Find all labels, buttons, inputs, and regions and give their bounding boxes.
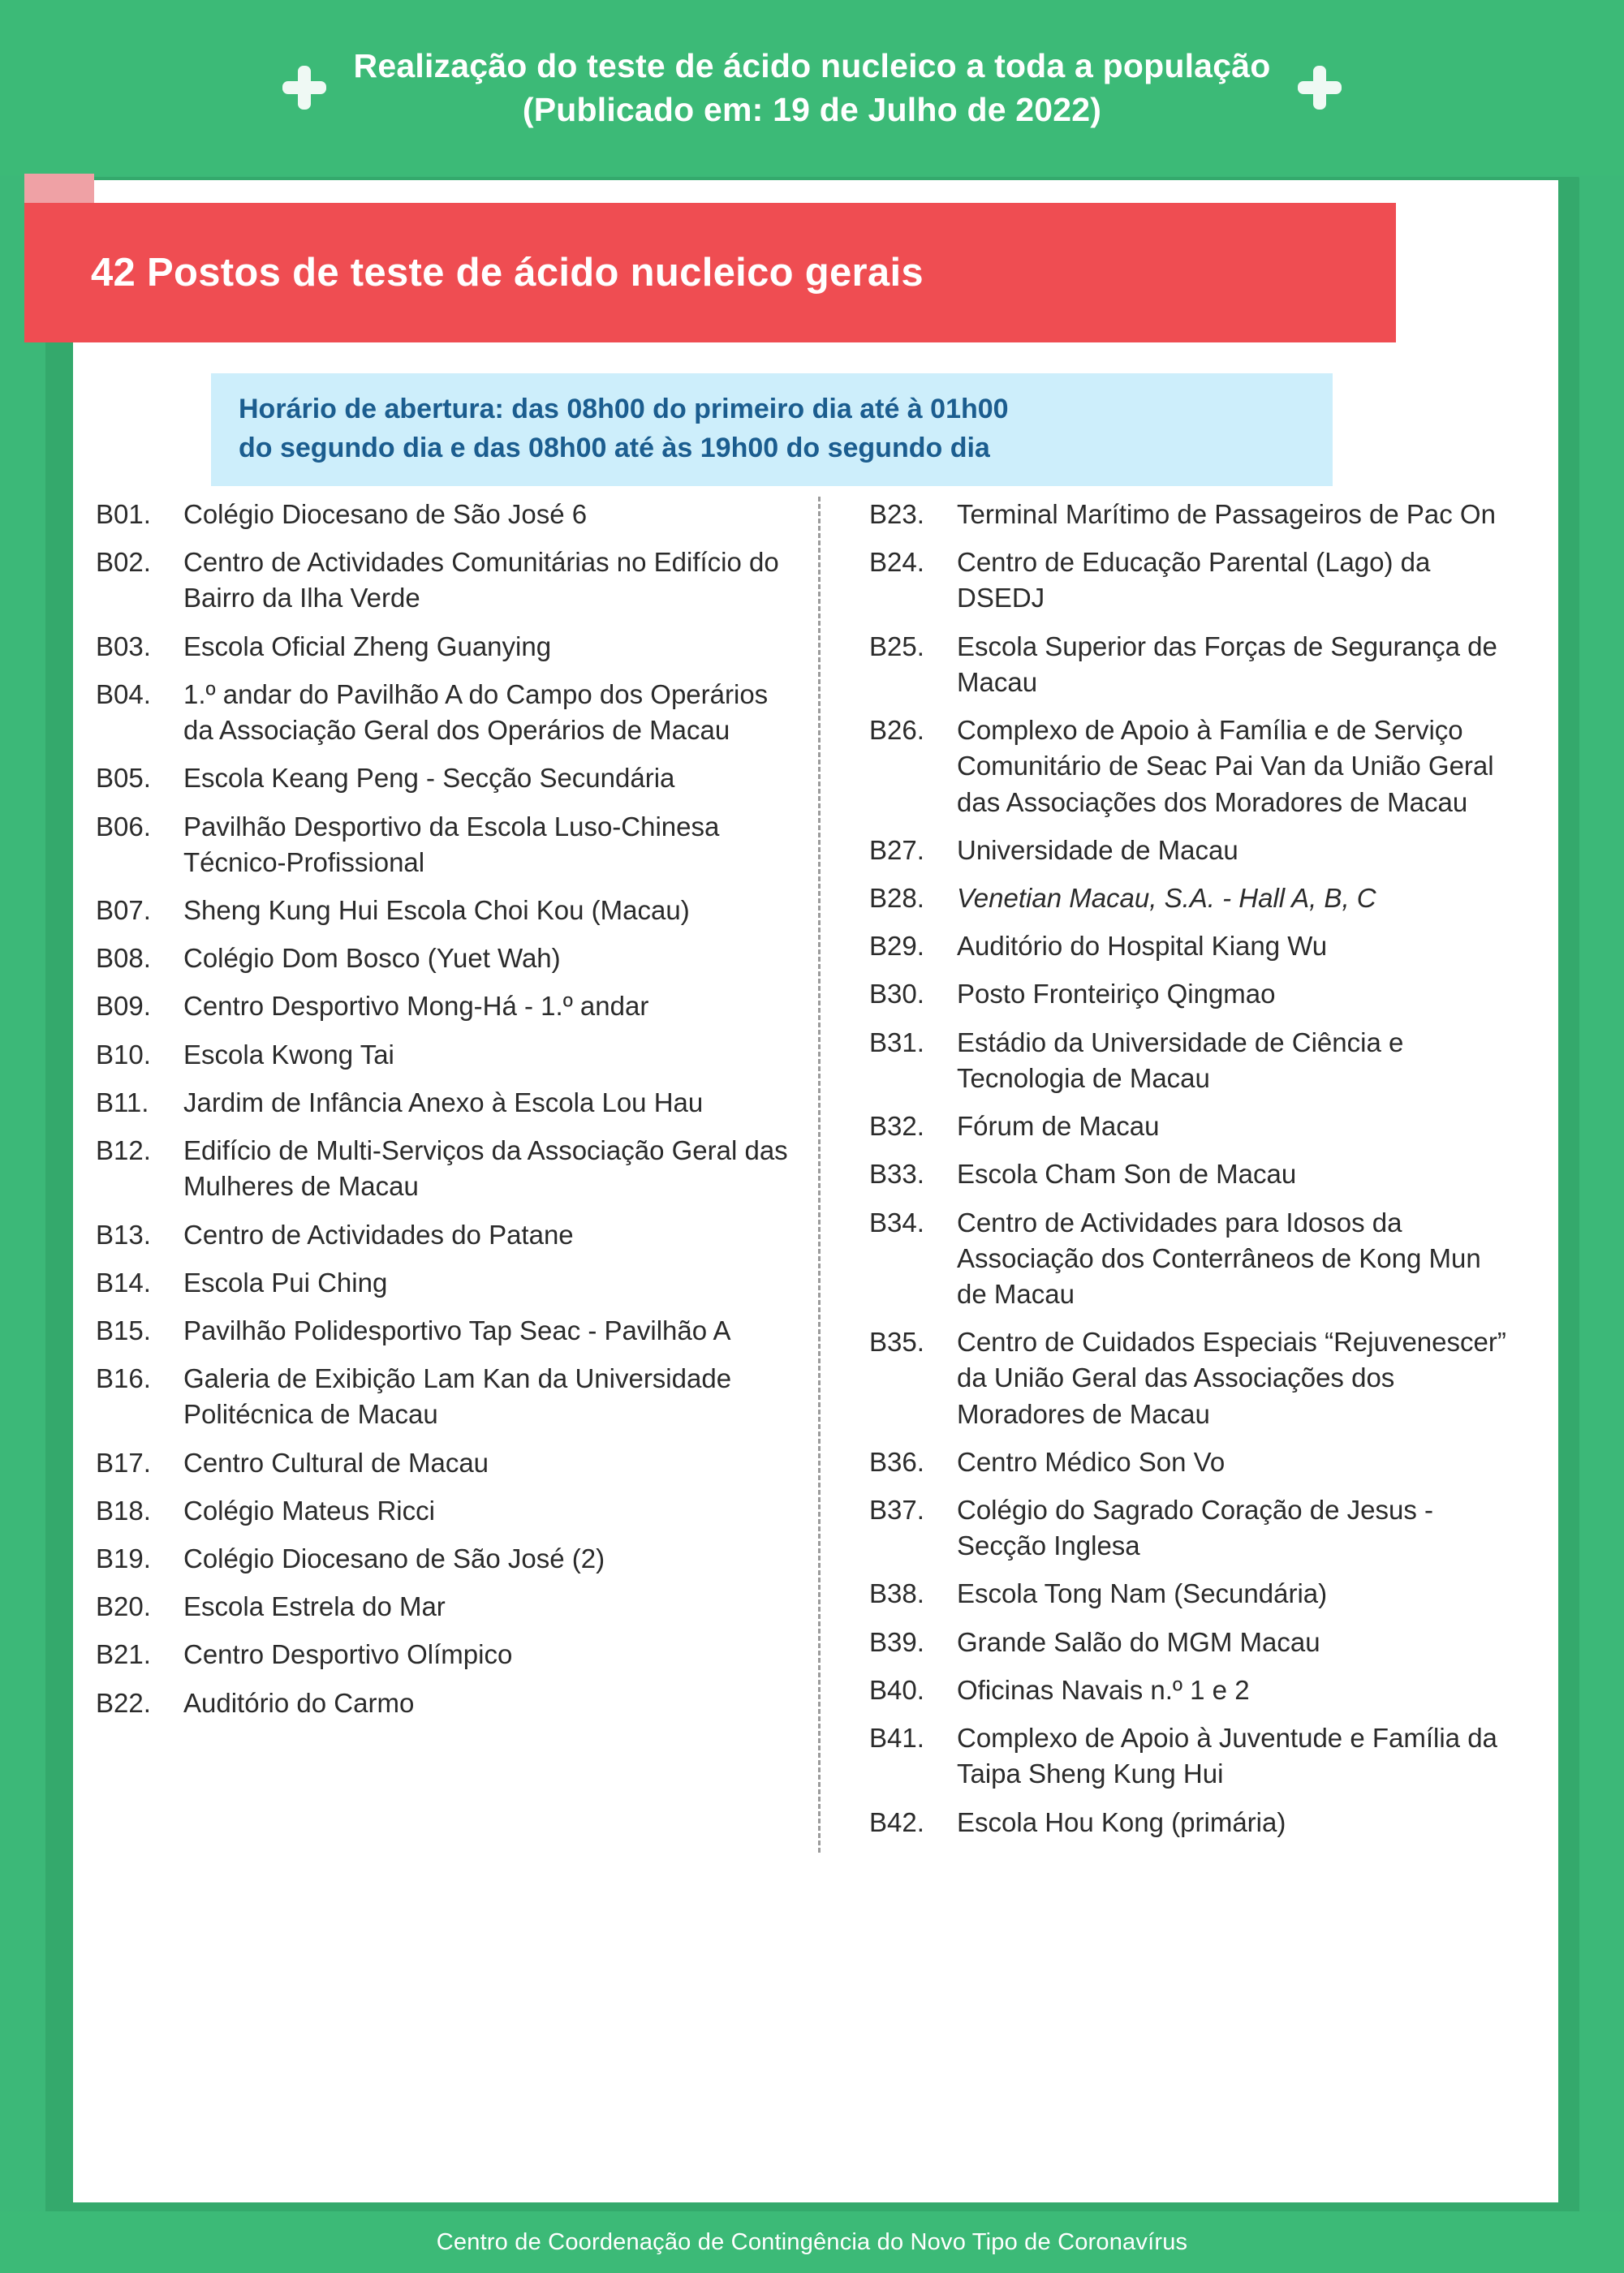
list-item	[96, 1085, 794, 1121]
poster-footer	[0, 2211, 1624, 2273]
list-item-label: Centro Cultural de Macau	[183, 1447, 489, 1478]
list-item	[869, 712, 1516, 820]
list-column-right	[818, 497, 1540, 1853]
list-item	[96, 760, 794, 796]
medical-cross-icon	[1298, 66, 1342, 110]
list-item-code: B21.	[96, 1639, 151, 1670]
list-item-code: B14.	[96, 1267, 151, 1298]
list-item-code: B30.	[869, 979, 924, 1010]
list-item-code: B31.	[869, 1027, 924, 1057]
poster-header	[0, 0, 1624, 175]
list-item-label: Complexo de Apoio à Família e de Serviço Comunitário de Seac Pai Van da União Geral das Associações dos Moradores de Macau	[957, 715, 1494, 817]
list-item-code: B01.	[96, 499, 151, 529]
list-item-label: Oficinas Navais n.º 1 e 2	[957, 1674, 1250, 1705]
list-item	[96, 1265, 794, 1301]
testing-stations-list	[96, 497, 1540, 1853]
list-item-code: B18.	[96, 1495, 151, 1526]
list-item-code: B41.	[869, 1723, 924, 1754]
list-item-code: B36.	[869, 1446, 924, 1477]
list-item	[869, 976, 1516, 1012]
list-item-code: B11.	[96, 1087, 149, 1117]
list-item-label: Escola Kwong Tai	[183, 1039, 394, 1070]
list-item	[869, 1625, 1516, 1660]
list-item-label: Complexo de Apoio à Juventude e Família da Taipa Sheng Kung Hui	[957, 1723, 1497, 1789]
list-item-label: Centro Desportivo Olímpico	[183, 1639, 513, 1670]
list-item-label: Centro Desportivo Mong-Há - 1.º andar	[183, 991, 649, 1022]
list-item	[96, 1445, 794, 1481]
list-item-code: B12.	[96, 1135, 151, 1166]
list-item-code: B25.	[869, 631, 924, 661]
banner-wrapper	[24, 203, 1396, 342]
list-item	[869, 1492, 1516, 1564]
list-item-label: Centro de Actividades do Patane	[183, 1219, 574, 1250]
list-item-label: Venetian Macau, S.A. - Hall A, B, C	[957, 882, 1376, 913]
list-item-label: Centro de Cuidados Especiais “Rejuvenescer” da União Geral das Associações dos Moradores de Macau	[957, 1327, 1506, 1429]
list-item	[96, 545, 794, 616]
banner-label: 42 Postos de teste de ácido nucleico gerais	[91, 251, 924, 295]
list-item-label: Pavilhão Desportivo da Escola Luso-Chinesa Técnico-Profissional	[183, 811, 720, 877]
list-item-code: B03.	[96, 631, 151, 661]
header-title-line2: (Publicado em: 19 de Julho de 2022)	[522, 91, 1102, 128]
list-item-label: Escola Superior das Forças de Segurança de Macau	[957, 631, 1497, 697]
list-item-label: Colégio Dom Bosco (Yuet Wah)	[183, 943, 561, 974]
list-item-label: Sheng Kung Hui Escola Choi Kou (Macau)	[183, 894, 690, 925]
opening-hours-line2: do segundo dia e das 08h00 até às 19h00 do segundo dia	[239, 433, 990, 464]
list-item-label: Grande Salão do MGM Macau	[957, 1626, 1320, 1657]
list-item-label: Colégio do Sagrado Coração de Jesus - Secção Inglesa	[957, 1495, 1434, 1561]
list-item-code: B07.	[96, 894, 151, 925]
list-item	[869, 1156, 1516, 1192]
list-item-label: Escola Estrela do Mar	[183, 1591, 446, 1622]
list-item	[869, 1720, 1516, 1792]
list-item-label: Colégio Diocesano de São José (2)	[183, 1543, 605, 1574]
list-item-label: Jardim de Infância Anexo à Escola Lou Hau	[183, 1087, 704, 1117]
list-item	[869, 1444, 1516, 1480]
list-item	[96, 629, 794, 665]
list-item-code: B35.	[869, 1327, 924, 1358]
list-item	[869, 497, 1516, 532]
list-item	[869, 1576, 1516, 1612]
list-item	[869, 928, 1516, 964]
left-green-strip	[0, 175, 45, 2211]
list-item-label: Fórum de Macau	[957, 1111, 1160, 1142]
list-item-code: B23.	[869, 499, 924, 529]
list-item-code: B04.	[96, 678, 151, 709]
list-item-code: B32.	[869, 1111, 924, 1142]
opening-hours-text	[239, 390, 1312, 468]
list-item-label: Centro de Actividades para Idosos da Associação dos Conterrâneos de Kong Mun de Macau	[957, 1207, 1481, 1309]
opening-hours-line1: Horário de abertura: das 08h00 do primeiro dia até à 01h00	[239, 394, 1009, 424]
section-banner	[24, 203, 1396, 342]
list-item-label: Galeria de Exibição Lam Kan da Universidade Politécnica de Macau	[183, 1363, 732, 1430]
list-item	[869, 1205, 1516, 1313]
list-item-code: B40.	[869, 1674, 924, 1705]
list-item-code: B16.	[96, 1363, 151, 1394]
list-item	[96, 893, 794, 928]
list-item-code: B26.	[869, 715, 924, 746]
list-item-label: Auditório do Hospital Kiang Wu	[957, 931, 1328, 962]
list-item-code: B09.	[96, 991, 151, 1022]
list-item	[96, 1037, 794, 1073]
list-item-code: B22.	[96, 1687, 151, 1718]
list-item-code: B33.	[869, 1159, 924, 1190]
list-item-label: Terminal Marítimo de Passageiros de Pac On	[957, 499, 1496, 529]
list-item	[96, 1361, 794, 1432]
list-item-label: Estádio da Universidade de Ciência e Tecnologia de Macau	[957, 1027, 1404, 1093]
list-item-code: B27.	[869, 834, 924, 865]
list-item-label: Escola Hou Kong (primária)	[957, 1806, 1286, 1837]
header-inner	[0, 44, 1624, 131]
list-item	[96, 1313, 794, 1349]
list-item-label: Pavilhão Polidesportivo Tap Seac - Pavilhão A	[183, 1315, 731, 1345]
list-item-code: B29.	[869, 931, 924, 962]
list-item	[96, 1217, 794, 1253]
list-column-left	[96, 497, 818, 1853]
list-item-label: Escola Pui Ching	[183, 1267, 388, 1298]
list-item-code: B42.	[869, 1806, 924, 1837]
list-item	[869, 1672, 1516, 1708]
list-item	[96, 1589, 794, 1625]
list-item-label: Escola Tong Nam (Secundária)	[957, 1578, 1328, 1609]
list-item	[96, 1541, 794, 1577]
list-item-code: B34.	[869, 1207, 924, 1238]
list-item-label: Centro Médico Son Vo	[957, 1446, 1226, 1477]
list-item	[96, 677, 794, 748]
list-item-label: Auditório do Carmo	[183, 1687, 415, 1718]
page-title	[354, 44, 1271, 131]
list-item-code: B39.	[869, 1626, 924, 1657]
opening-hours-note	[211, 373, 1333, 486]
list-item-label: Escola Keang Peng - Secção Secundária	[183, 763, 675, 794]
list-item	[96, 941, 794, 976]
list-item	[869, 629, 1516, 700]
list-item-label: Edifício de Multi-Serviços da Associação Geral das Mulheres de Macau	[183, 1135, 788, 1202]
list-item	[96, 497, 794, 532]
list-item	[96, 1133, 794, 1204]
list-item-code: B24.	[869, 547, 924, 578]
medical-cross-icon	[282, 66, 326, 110]
list-item	[96, 1685, 794, 1721]
list-item-label: Escola Oficial Zheng Guanying	[183, 631, 552, 661]
list-item	[869, 833, 1516, 868]
list-item	[869, 1109, 1516, 1144]
list-item-label: Colégio Mateus Ricci	[183, 1495, 435, 1526]
list-item-code: B08.	[96, 943, 151, 974]
list-item-label: Centro de Actividades Comunitárias no Edifício do Bairro da Ilha Verde	[183, 547, 779, 613]
list-item-label: Centro de Educação Parental (Lago) da DSEDJ	[957, 547, 1431, 613]
list-item-label: Escola Cham Son de Macau	[957, 1159, 1297, 1190]
footer-label: Centro de Coordenação de Contingência do Novo Tipo de Coronavírus	[436, 2228, 1188, 2255]
list-item-code: B13.	[96, 1219, 151, 1250]
list-item-code: B28.	[869, 882, 924, 913]
list-item	[96, 988, 794, 1024]
list-item-code: B15.	[96, 1315, 151, 1345]
list-item	[869, 1805, 1516, 1840]
list-item-code: B06.	[96, 811, 151, 842]
list-item-label: Colégio Diocesano de São José 6	[183, 499, 588, 529]
list-item-code: B17.	[96, 1447, 151, 1478]
list-item-label: Universidade de Macau	[957, 834, 1238, 865]
header-title-line1: Realização do teste de ácido nucleico a toda a população	[353, 46, 1271, 84]
list-item	[96, 1493, 794, 1529]
list-item-code: B05.	[96, 763, 151, 794]
list-item-label: Posto Fronteiriço Qingmao	[957, 979, 1276, 1010]
list-item-code: B38.	[869, 1578, 924, 1609]
list-item-code: B37.	[869, 1495, 924, 1526]
list-item	[96, 809, 794, 880]
list-item	[869, 880, 1516, 916]
list-item	[96, 1637, 794, 1672]
list-item	[869, 1324, 1516, 1432]
list-item	[869, 1025, 1516, 1096]
list-item	[869, 545, 1516, 616]
list-item-code: B02.	[96, 547, 151, 578]
list-item-code: B19.	[96, 1543, 151, 1574]
list-item-label: 1.º andar do Pavilhão A do Campo dos Operários da Associação Geral dos Operários de Macau	[183, 678, 769, 746]
list-item-code: B10.	[96, 1039, 151, 1070]
list-item-code: B20.	[96, 1591, 151, 1622]
